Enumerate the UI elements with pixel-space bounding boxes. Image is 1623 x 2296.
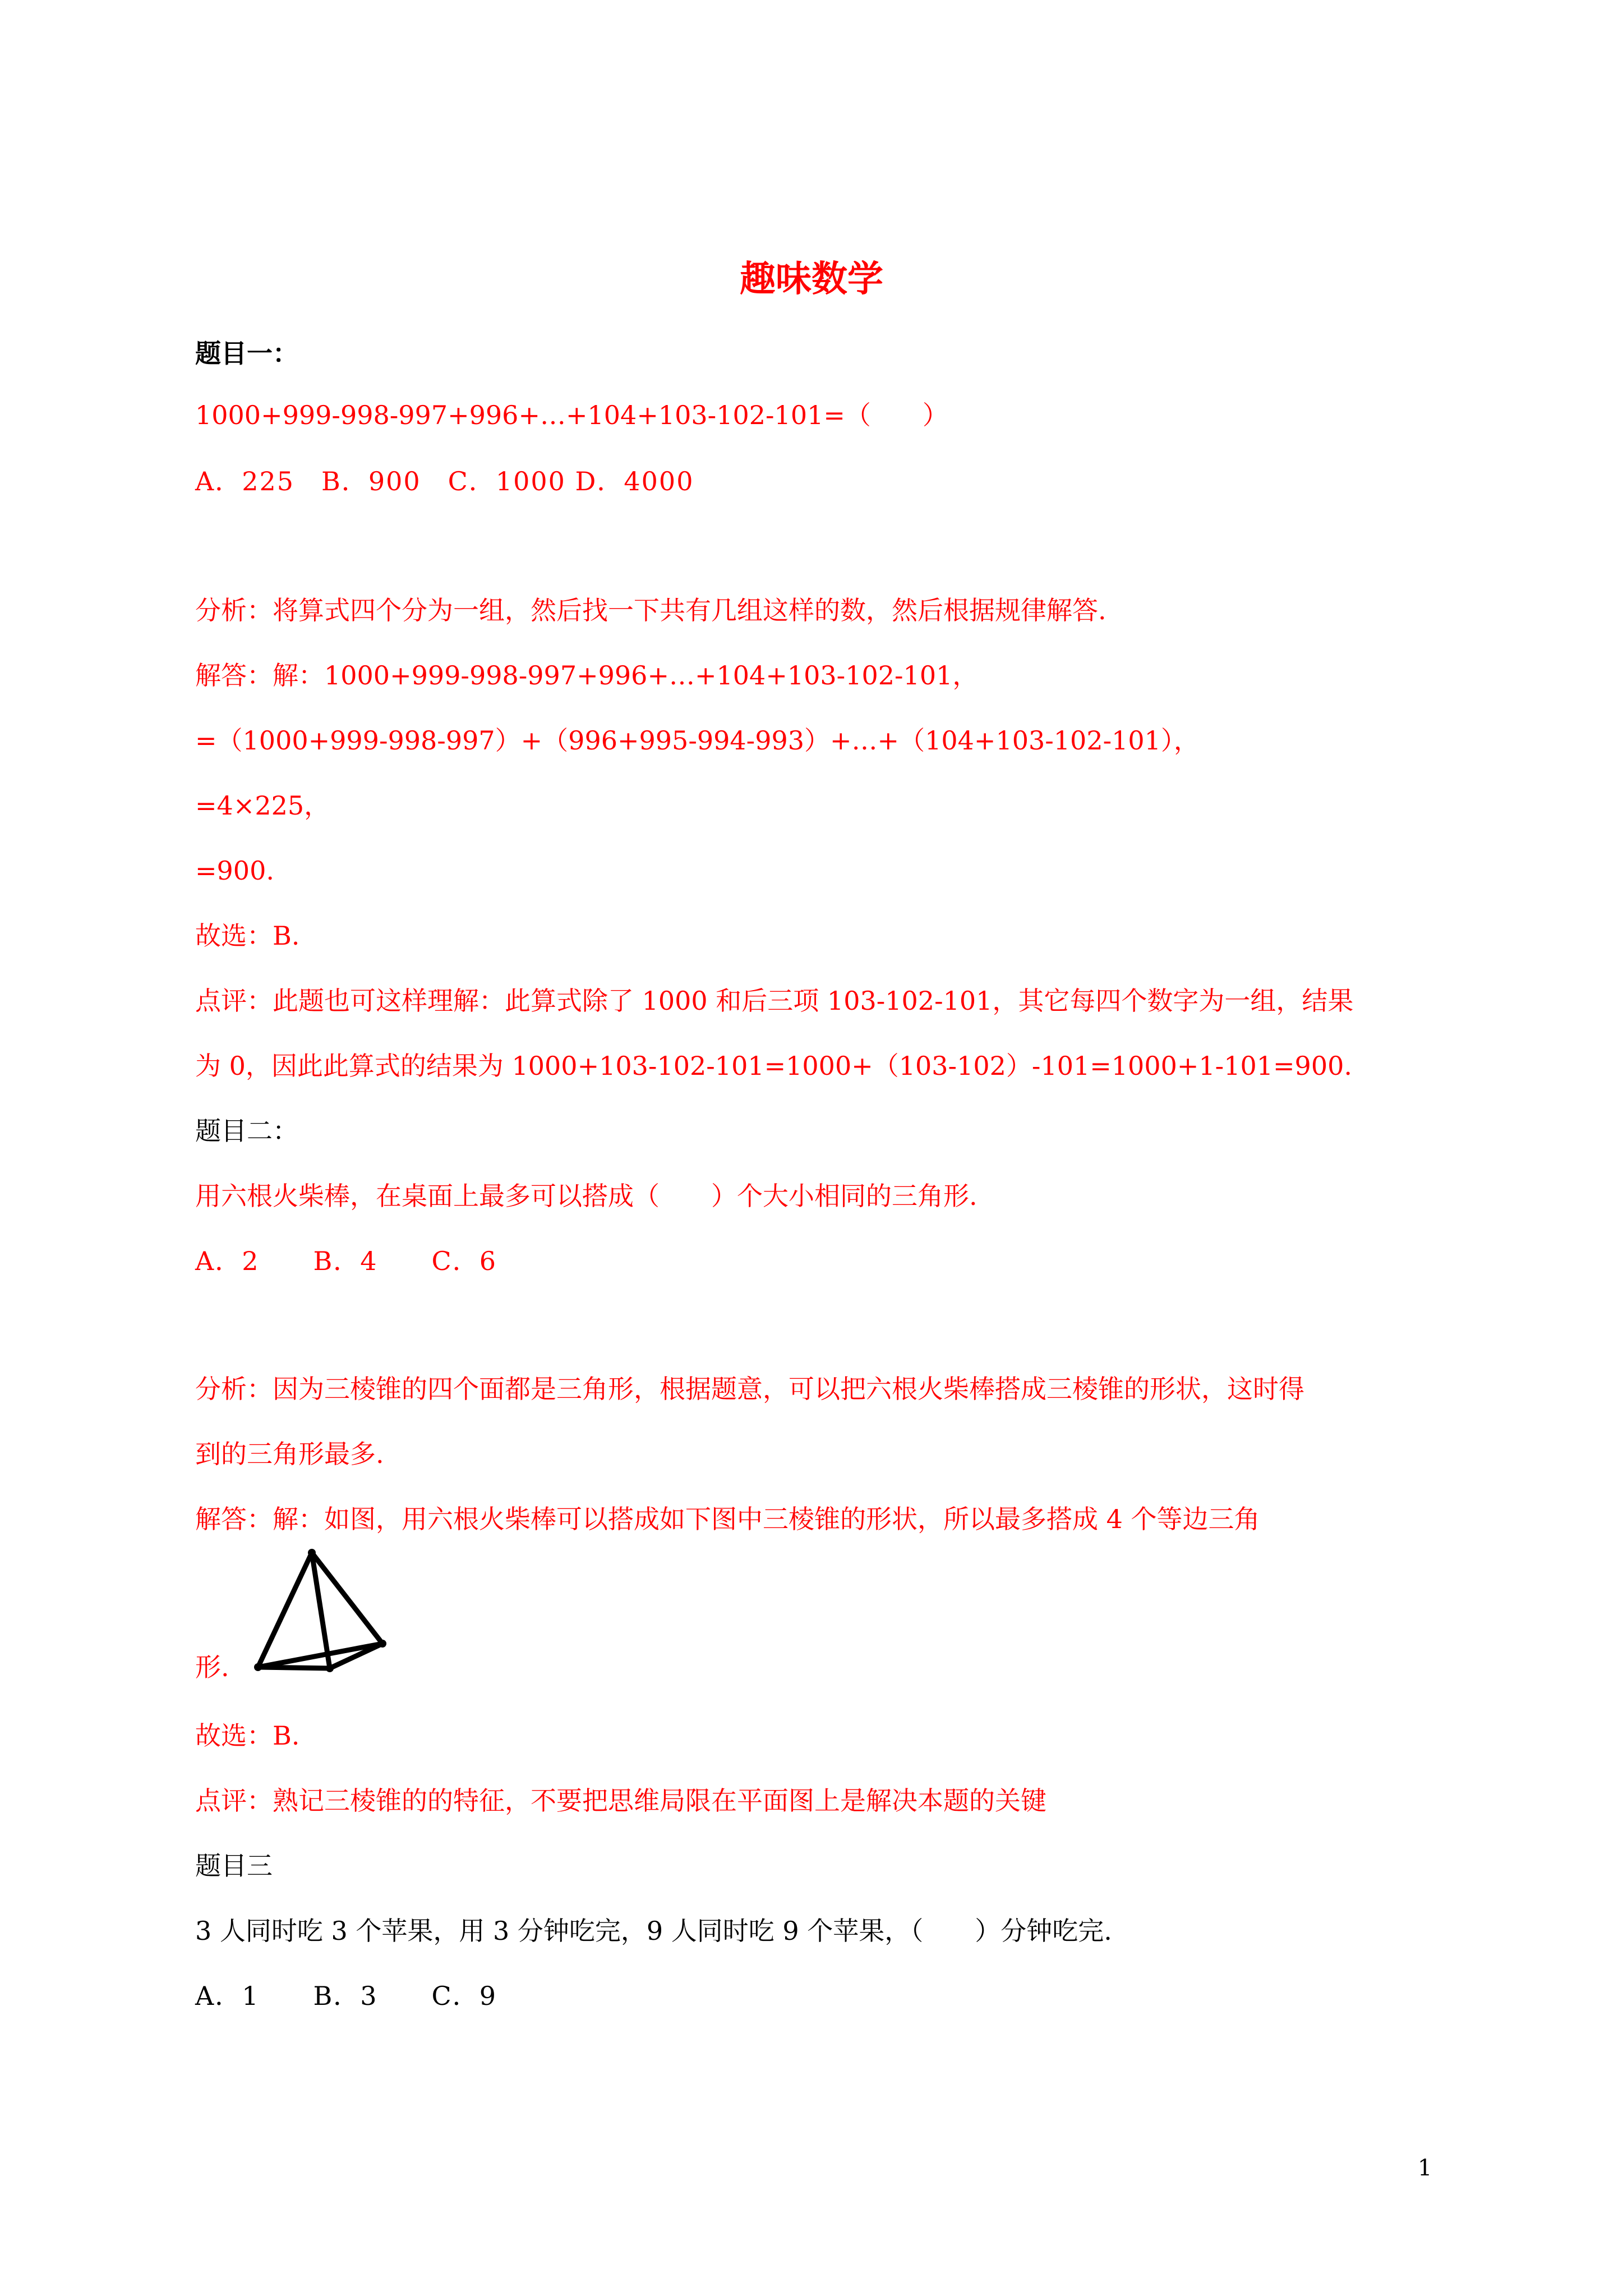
- q1-solution-line-3: =4×225，: [195, 790, 330, 821]
- page-title: 趣味数学: [740, 258, 883, 300]
- q1-comment-line-1: 点评：此题也可这样理解：此算式除了 1000 和后三项 103-102-101，其它每四个数字为一组，结果: [195, 986, 1354, 1016]
- q2-choice: 故选：B.: [195, 1720, 300, 1751]
- q2-question: 用六根火柴棒，在桌面上最多可以搭成（ ）个大小相同的三角形.: [195, 1181, 978, 1211]
- q3-question: 3 人同时吃 3 个苹果，用 3 分钟吃完，9 人同时吃 9 个苹果，（ ）分钟吃完.: [195, 1916, 1112, 1946]
- triangular-pyramid-icon: [247, 1548, 398, 1677]
- q1-choice: 故选：B.: [195, 921, 300, 951]
- q2-comment: 点评：熟记三棱锥的的特征，不要把思维局限在平面图上是解决本题的关键: [195, 1786, 1046, 1816]
- q2-solution-line-1: 解答：解：如图，用六根火柴棒可以搭成如下图中三棱锥的形状，所以最多搭成 4 个等边三角: [195, 1504, 1260, 1534]
- q1-solution-line-4: =900.: [195, 855, 274, 886]
- q2-options: A．2 B．4 C．6: [195, 1246, 497, 1276]
- q1-analysis: 分析：将算式四个分为一组，然后找一下共有几组这样的数，然后根据规律解答.: [195, 595, 1106, 625]
- q1-solution-line-2: =（1000+999-998-997）+（996+995-994-993）+…+（104+103-102-101），: [195, 725, 1200, 756]
- q2-heading: 题目二：: [195, 1116, 298, 1146]
- q3-options: A．1 B．3 C．9: [195, 1981, 497, 2011]
- q3-heading: 题目三: [195, 1851, 273, 1881]
- q1-question: 1000+999-998-997+996+…+104+103-102-101=（ ）: [195, 400, 948, 430]
- q1-comment-line-2: 为 0，因此此算式的结果为 1000+103-102-101=1000+（103-102）-101=1000+1-101=900.: [195, 1051, 1352, 1081]
- q1-heading: 题目一：: [195, 338, 298, 369]
- page-number: 1: [1418, 2155, 1432, 2181]
- q2-analysis-line-2: 到的三角形最多.: [195, 1439, 384, 1469]
- q1-options: A．225 B．900 C．1000 D．4000: [195, 466, 694, 496]
- q1-solution-line-1: 解答：解：1000+999-998-997+996+…+104+103-102-101，: [195, 660, 979, 691]
- q2-analysis-line-1: 分析：因为三棱锥的四个面都是三角形，根据题意，可以把六根火柴棒搭成三棱锥的形状，这时得: [195, 1374, 1304, 1404]
- q2-solution-line-2: 形.: [195, 1652, 229, 1682]
